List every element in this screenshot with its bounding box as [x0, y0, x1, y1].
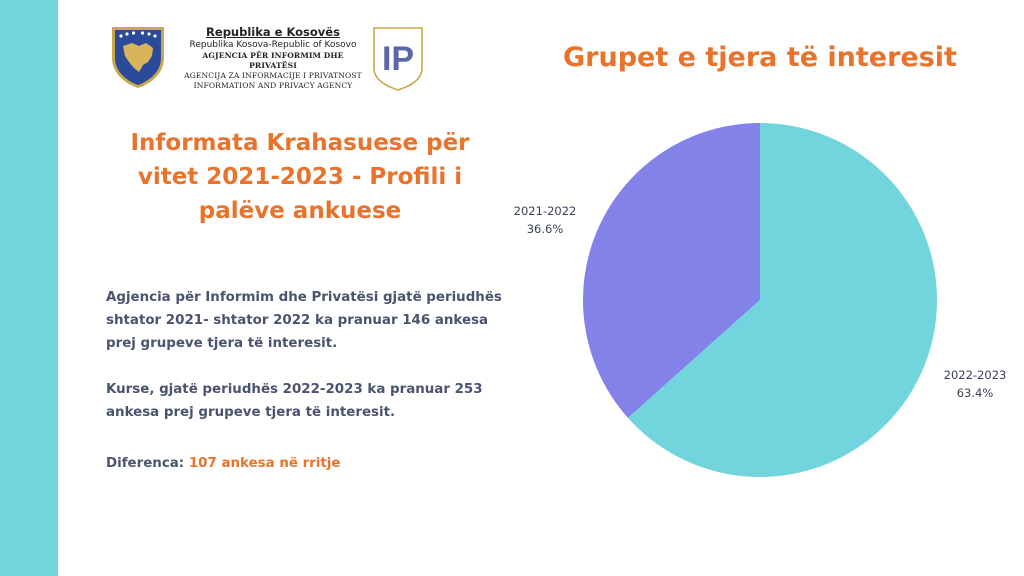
difference-label: Diferenca:: [106, 456, 185, 471]
page-title: Informata Krahasuese për vitet 2021-2023 - Profili i palëve ankuese: [130, 130, 470, 224]
paragraph-2022-2023: Kurse, gjatë periudhës 2022-2023 ka pranuar 253 ankesa prej grupeve tjera të interesit.: [106, 382, 483, 420]
country-subtitle: Republika Kosova-Republic of Kosovo: [189, 40, 357, 50]
pie-slice-2022-2023: [628, 123, 937, 477]
paragraph-2021-2022: Agjencia për Informim dhe Privatësi gjatë periudhës shtator 2021- shtator 2022 ka pranuar 146 ankesa prej grupeve tjera të interesit.: [106, 290, 502, 351]
country-name: Republika e Kosovës: [206, 25, 340, 39]
ip-agency-logo: [372, 22, 424, 92]
difference-value: 107 ankesa në rritje: [188, 456, 341, 471]
pie-slice-2021-2022: [583, 123, 760, 418]
difference-line: [106, 452, 506, 475]
slice-percent-2021-2022: 36.6%: [526, 222, 564, 236]
slice-year-2022-2023: 2022-2023: [943, 368, 1007, 382]
chart-title: Grupet e tjera të interesit: [563, 42, 957, 73]
agency-name-albanian: AGJENCIA PËR INFORMIM DHE PRIVATËSI: [202, 51, 344, 70]
agency-name-serbian: AGENCIJA ZA INFORMACIJE I PRIVATNOST: [184, 71, 362, 80]
left-accent-bar: [0, 0, 58, 576]
ip-logo-text: IP: [381, 40, 415, 78]
header-text-block: [178, 26, 368, 91]
slice-label-2021-2022: [505, 202, 585, 238]
slice-percent-2022-2023: 63.4%: [956, 386, 994, 400]
slice-label-2022-2023: [935, 366, 1015, 402]
agency-name-english: INFORMATION AND PRIVACY AGENCY: [193, 81, 353, 90]
kosovo-emblem-icon: [108, 24, 168, 90]
slice-year-2021-2022: 2021-2022: [513, 204, 577, 218]
